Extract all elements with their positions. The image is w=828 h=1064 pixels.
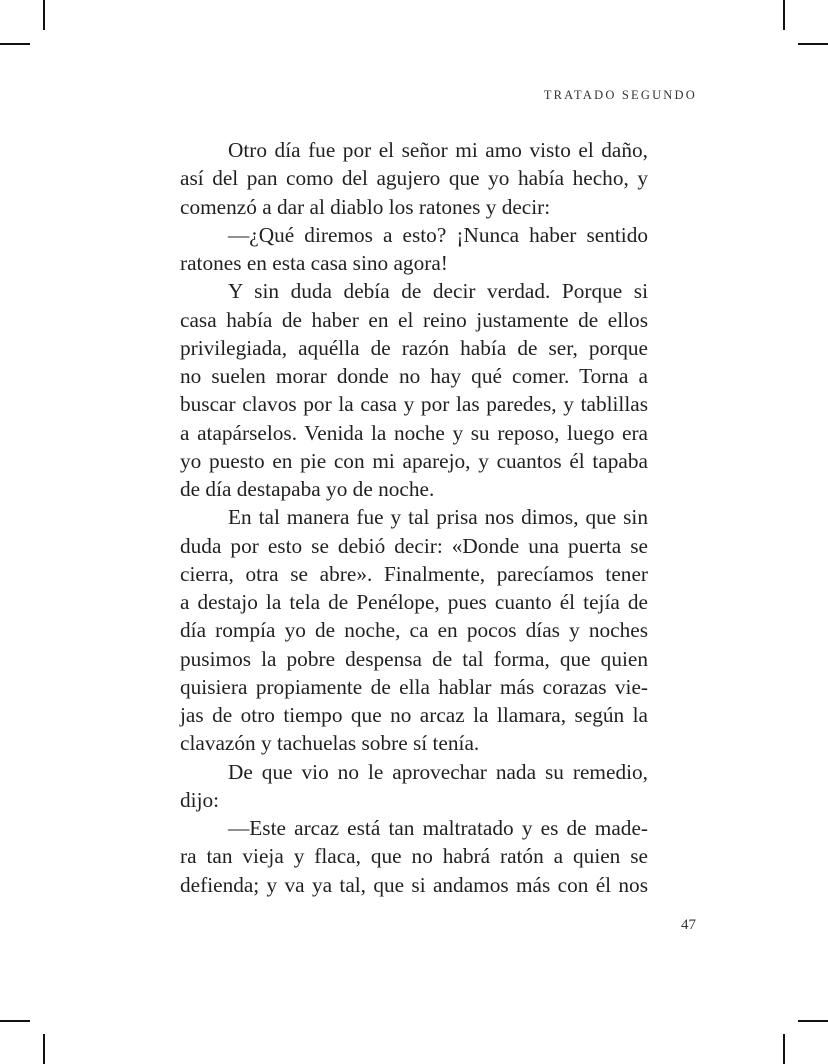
text-line: ra tan vieja y flaca, que no habrá ratón a quien se	[180, 844, 648, 869]
paragraph	[180, 221, 648, 278]
text-line: jas de otro tiempo que no arcaz la llamara, según la	[180, 703, 648, 727]
text-line: cierra, otra se abre». Finalmente, parecíamos tener	[180, 561, 648, 586]
text-line: yo puesto en pie con mi aparejo, y cuantos él tapaba	[180, 448, 648, 473]
crop-mark-top-right-horizontal	[798, 43, 828, 45]
text-line: quisiera propiamente de ella hablar más corazas vie-	[180, 674, 648, 699]
text-line: día rompía yo de noche, ca en pocos días y noches	[180, 618, 648, 643]
crop-mark-top-left-horizontal	[0, 43, 30, 45]
text-line: ratones en esta casa sino agora!	[180, 251, 448, 275]
text-line: En tal manera fue y tal prisa nos dimos, que sin	[228, 505, 648, 530]
text-line: no suelen morar donde no hay qué comer. Torna a	[180, 364, 648, 388]
paragraph	[180, 814, 648, 899]
text-line: pusimos la pobre despensa de tal forma, que quien	[180, 646, 648, 671]
text-line: privilegiada, aquélla de razón había de ser, porque	[180, 335, 648, 360]
running-head: TRATADO SEGUNDO	[543, 88, 697, 102]
text-line: así del pan como del agujero que yo había hecho, y	[180, 166, 648, 191]
crop-mark-bottom-right-horizontal	[798, 1020, 828, 1022]
text-line: duda por esto se debió decir: «Donde una puerta se	[180, 533, 648, 558]
text-line: a atapárselos. Venida la noche y su reposo, luego era	[180, 420, 648, 445]
crop-mark-bottom-left-vertical	[43, 1034, 45, 1064]
crop-mark-bottom-left-horizontal	[0, 1020, 30, 1022]
text-line: clavazón y tachuelas sobre sí tenía.	[180, 731, 480, 756]
paragraph	[180, 136, 648, 221]
crop-mark-bottom-right-vertical	[783, 1034, 785, 1064]
text-line: casa había de haber en el reino justamente de ellos	[180, 307, 648, 332]
paragraph	[180, 503, 648, 757]
text-line: comenzó a dar al diablo los ratones y decir:	[180, 194, 551, 219]
page-number: 47	[681, 917, 696, 933]
text-line: Y sin duda debía de decir verdad. Porque si	[228, 279, 648, 304]
paragraph	[180, 758, 648, 815]
text-line: De que vio no le aprovechar nada su remedio,	[228, 759, 648, 784]
text-line: a destajo la tela de Penélope, pues cuanto él tejía de	[180, 590, 648, 614]
paragraph	[180, 277, 648, 503]
body-text	[180, 136, 648, 899]
crop-mark-top-right-vertical	[783, 0, 785, 30]
crop-mark-top-left-vertical	[43, 0, 45, 30]
text-line: Otro día fue por el señor mi amo visto el daño,	[228, 138, 648, 162]
text-line: defienda; y va ya tal, que si andamos más con él nos	[180, 872, 648, 897]
text-line: —¿Qué diremos a esto? ¡Nunca haber sentido	[228, 222, 648, 247]
text-line: —Este arcaz está tan maltratado y es de made-	[228, 816, 648, 840]
text-line: de día destapaba yo de noche.	[180, 477, 435, 501]
text-line: buscar clavos por la casa y por las paredes, y tablillas	[180, 392, 648, 417]
text-line: dijo:	[180, 787, 220, 812]
